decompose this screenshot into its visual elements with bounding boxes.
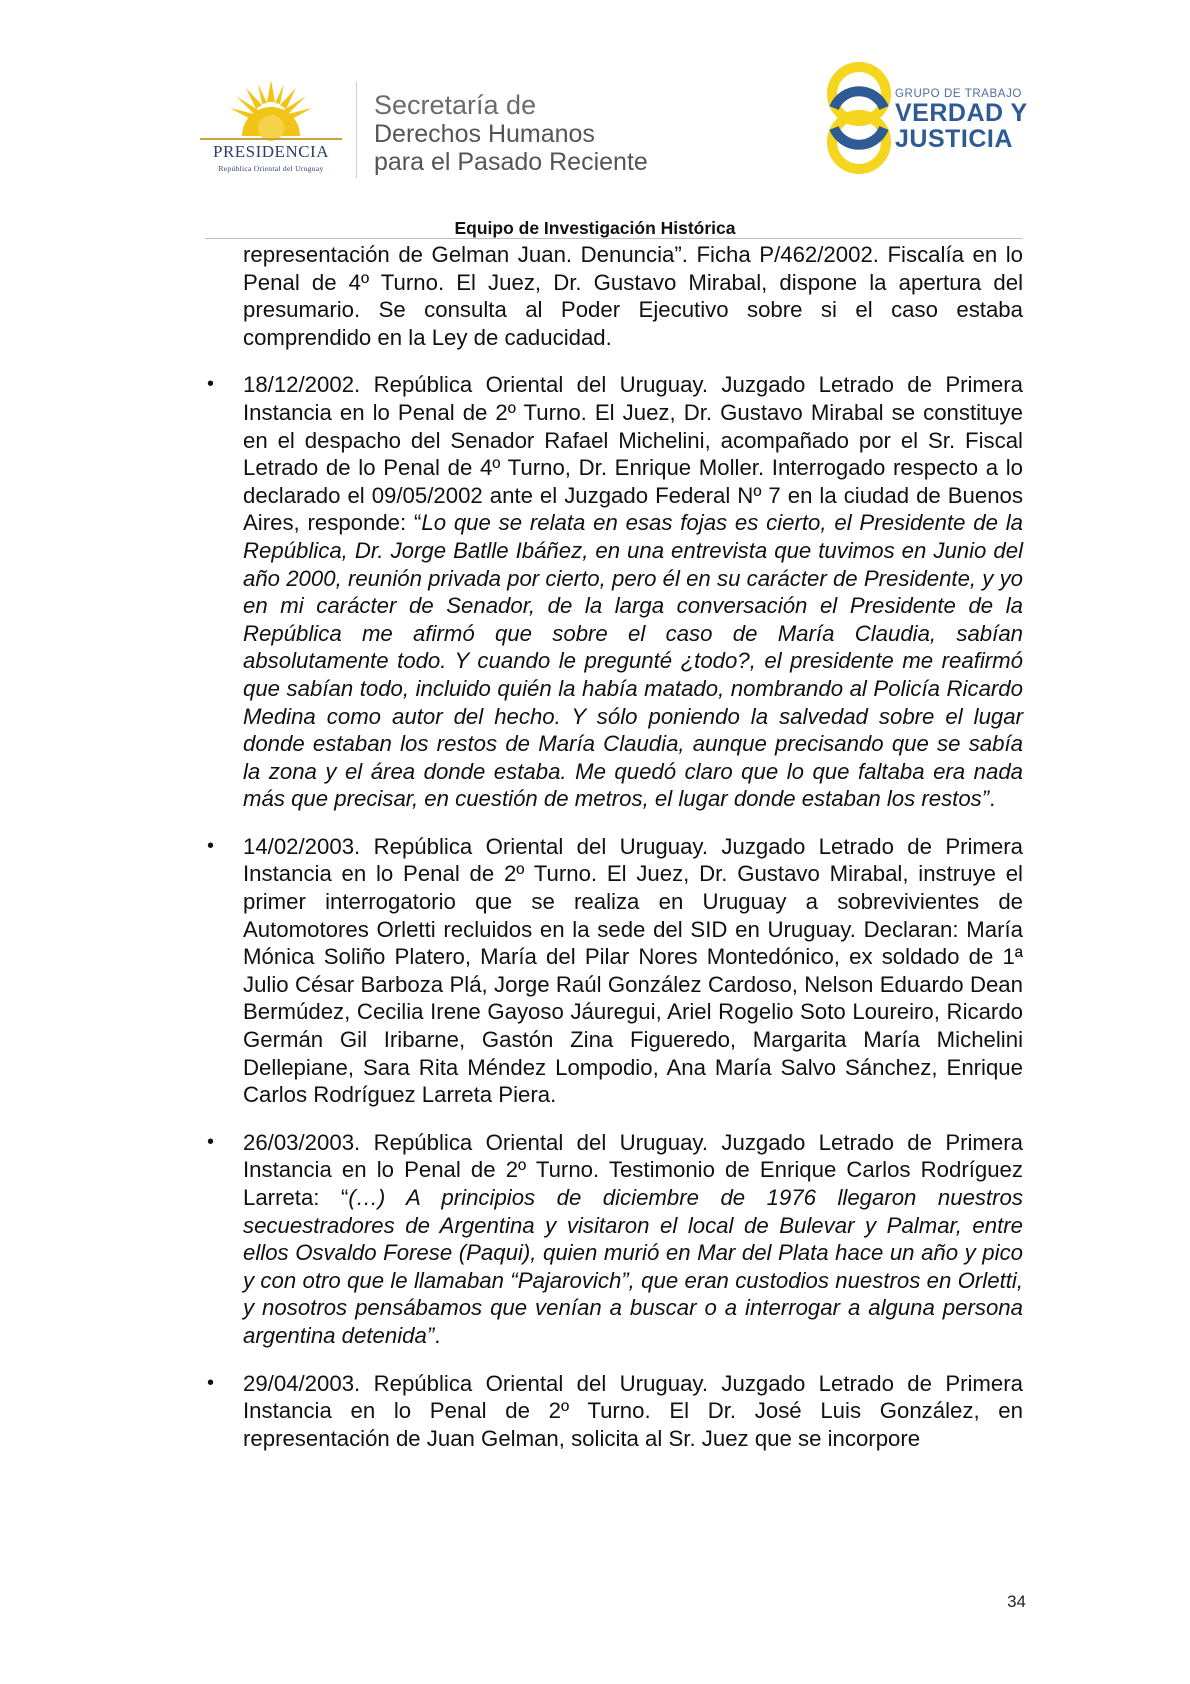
entry-after: . [989,786,996,812]
gt-subtitle: GRUPO DE TRABAJO [895,88,1022,100]
department-title: Equipo de Investigación Histórica [454,218,736,238]
list-item [207,833,1023,1109]
gt-line1: VERDAD Y [895,99,1028,127]
header-rule [205,238,1023,239]
verdad-justicia-rings-icon [820,56,898,180]
list-item [207,1129,1023,1350]
secretaria-line3: para el Pasado Reciente [374,148,648,176]
header-separator [356,82,357,178]
page-number: 34 [1007,1592,1026,1611]
entry-text: 18/12/2002. República Oriental del Uruguay. Juzgado Letrado de Primera Instancia en lo Penal de 2º Turno. El Juez, Dr. Gustavo Mirabal se constituye en el despacho del Senador Rafael Michelini, acompañado por el Sr. Fiscal Letrado de lo Penal de 4º Turno, Dr. Enrique Moller. Interrogado respecto a lo declarado el 09/05/2002 ante el Juzgado Federal Nº 7 en la ciudad de Buenos Aires, responde: “ [243,372,1023,536]
verdad-justicia-text [895,88,1028,152]
presidencia-subtitle: República Oriental del Uruguay [218,164,324,173]
secretaria-logo-text [374,90,648,176]
continuation-paragraph: representación de Gelman Juan. Denuncia”. Ficha P/462/2002. Fiscalía en lo Penal de 4º Turno. El Juez, Dr. Gustavo Mirabal, dispone la apertura del presumario. Se consulta al Poder Ejecutivo sobre si el caso estaba comprendido en la Ley de caducidad. [243,242,1023,350]
sun-emblem-icon [226,78,316,142]
list-item [207,1370,1023,1453]
presidencia-logo [196,78,346,178]
list-item [207,371,1023,813]
entry-text: 29/04/2003. República Oriental del Uruguay. Juzgado Letrado de Primera Instancia en lo Penal de 2º Turno. El Dr. José Luis González, en representación de Juan Gelman, solicita al Sr. Juez que se incorpore [243,1370,1023,1451]
presidencia-divider [200,138,342,140]
entry-quote: (…) A principios de diciembre de 1976 llegaron nuestros secuestradores de Argentina y visitaron el local de Bulevar y Palmar, entre ellos Osvaldo Forese (Paqui), quien murió en Mar del Plata hace un año y pico y con otro que le llamaban “Pajarovich”, que eran custodios nuestros en Orletti, y nosotros pensábamos que venían a buscar o a interrogar a alguna persona argentina detenida” [243,1185,1023,1348]
page-header [0,0,1190,240]
document-body [207,241,1023,1452]
bullet-icon: • [207,834,215,857]
entry-text: 26/03/2003. República Oriental del Uruguay. Juzgado Letrado de Primera Instancia en lo Penal de 2º Turno. Testimonio de Enrique Carlos Rodríguez Larreta: “ [243,1129,1023,1210]
gt-line2: JUSTICIA [895,125,1013,153]
entry-quote: Lo que se relata en esas fojas es cierto, el Presidente de la República, Dr. Jorge Batlle Ibáñez, en una entrevista que tuvimos en Junio del año 2000, reunión privada por cierto, pero él en su carácter de Presidente, y yo en mi carácter de Senador, de la larga conversación el Presidente de la República me afirmó que sobre el caso de María Claudia, sabían absolutamente todo. Y cuando le pregunté ¿todo?, el presidente me reafirmó que sabían todo, incluido quién la había matado, nombrando al Policía Ricardo Medina como autor del hecho. Y sólo poniendo la salvedad sobre el lugar donde estaban los restos de María Claudia, aunque precisando que se sabía la zona y el área donde estaba. Me quedó claro que lo que faltaba era nada más que precisar, en cuestión de metros, el lugar donde estaban los restos” [243,510,1023,812]
bullet-icon: • [207,373,215,396]
entry-text: 14/02/2003. República Oriental del Uruguay. Juzgado Letrado de Primera Instancia en lo Penal de 2º Turno. El Juez, Dr. Gustavo Mirabal, instruye el primer interrogatorio que se realiza en Uruguay a sobrevivientes de Automotores Orletti recluidos en la sede del SID en Uruguay. Declaran: María Mónica Soliño Platero, María del Pilar Nores Montedónico, ex soldado de 1ª Julio César Barboza Plá, Jorge Raúl González Cardoso, Nelson Eduardo Dean Bermúdez, Cecilia Irene Gayoso Jáuregui, Ariel Rogelio Soto Loureiro, Ricardo Germán Gil Iribarne, Gastón Zina Figueredo, Margarita María Michelini Dellepiane, Sara Rita Méndez Lompodio, Ana María Salvo Sánchez, Enrique Carlos Rodríguez Larreta Piera. [243,833,1023,1108]
entry-after: . [434,1322,441,1348]
secretaria-line2: Derechos Humanos [374,120,595,148]
bullet-icon: • [207,1371,215,1394]
presidencia-name: PRESIDENCIA [212,142,329,161]
bullet-icon: • [207,1130,215,1153]
secretaria-line1: Secretaría de [374,90,537,120]
